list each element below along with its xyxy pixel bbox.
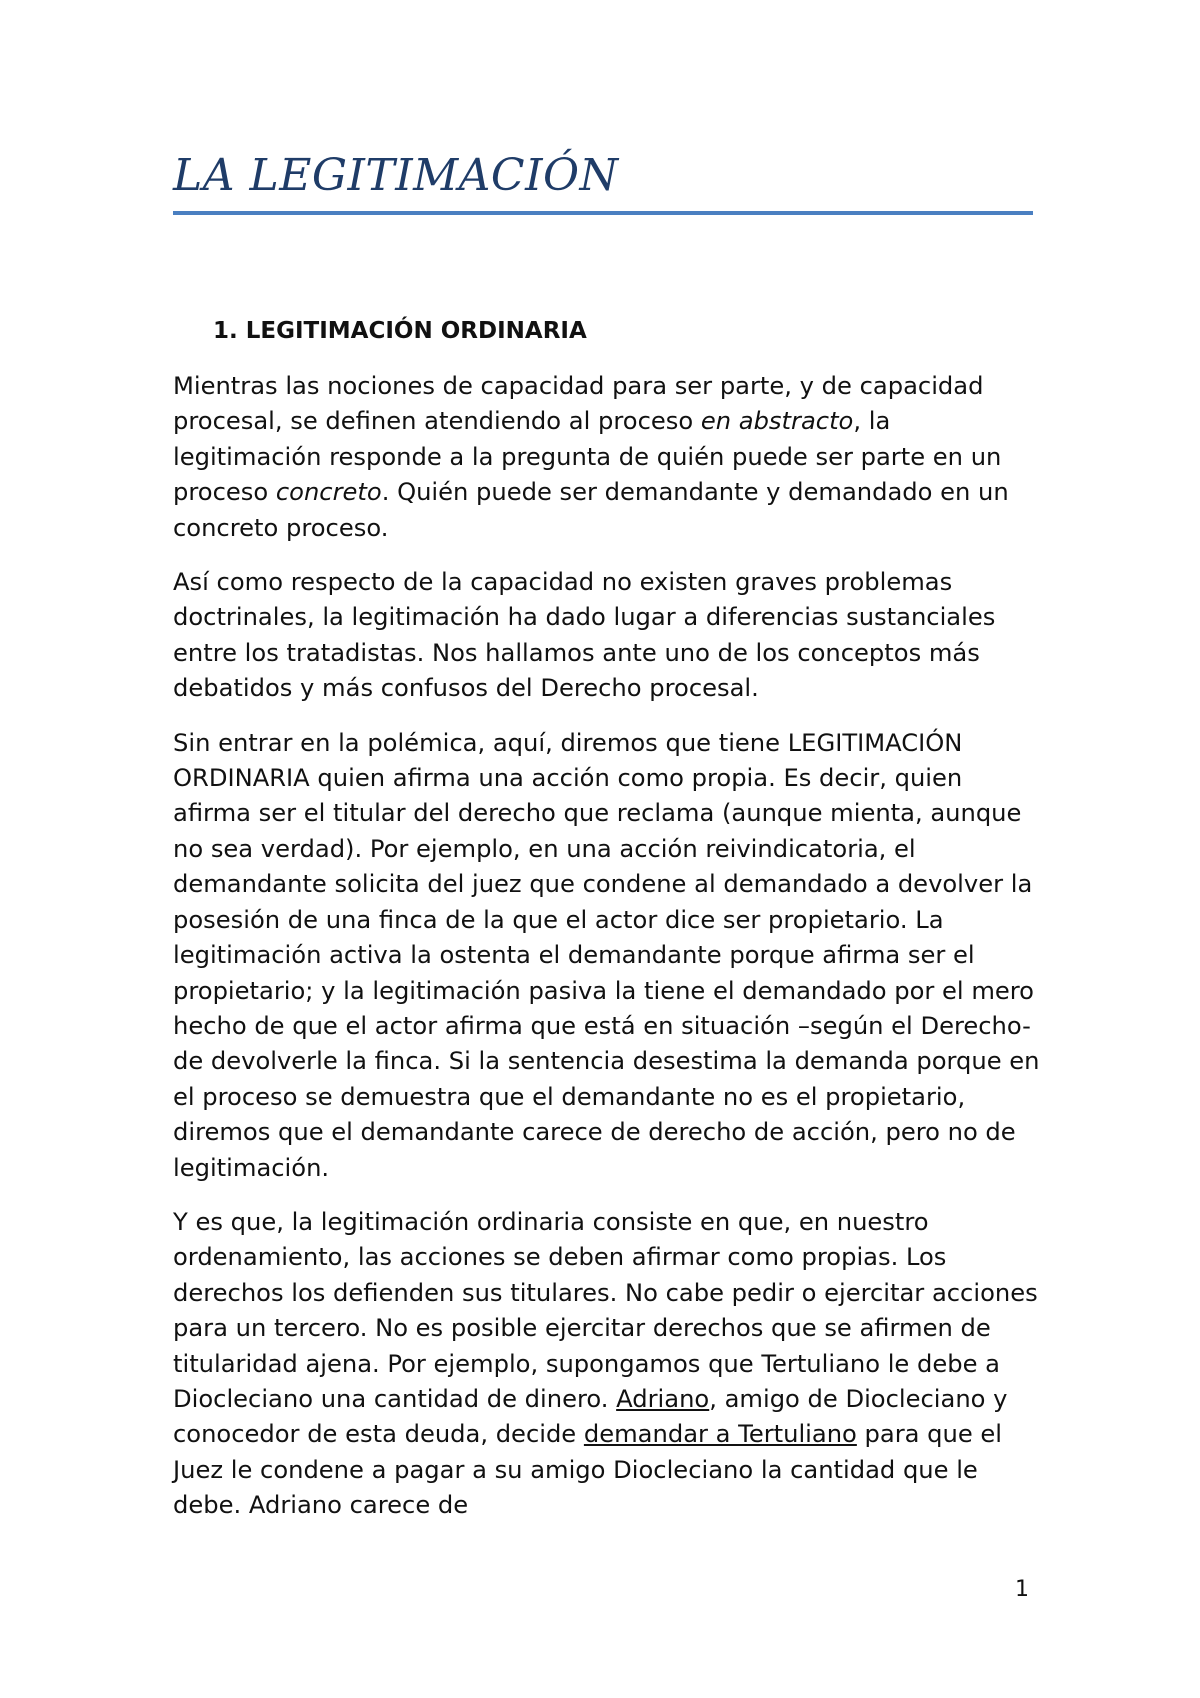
section-heading: 1. LEGITIMACIÓN ORDINARIA [213, 318, 587, 344]
paragraph-3: Sin entrar en la polémica, aquí, diremos que tiene LEGITIMACIÓN ORDINARIA quien afirma una acción como propia. Es decir, quien afirma ser el titular del derecho que reclama (aunque mienta, aunque no sea verdad). Por ejemplo, en una acción reivindicatoria, el demandante solicita del juez que condene al demandado a devolver la posesión de una finca de la que el actor dice ser propietario. La legitimación activa la ostenta el demandante porque afirma ser el propietario; y la legitimación pasiva la tiene el demandado por el mero hecho de que el actor afirma que está en situación –según el Derecho- de devolverle la finca. Si la sentencia desestima la demanda porque en el proceso se demuestra que el demandante no es el propietario, diremos que el demandante carece de derecho de acción, pero no de legitimación. [173, 728, 1040, 1182]
paragraph-1-text-c: , la legitimación responde a la pregunta de quién puede ser parte en un proceso [173, 407, 1002, 507]
paragraph-1-text-e: . Quién puede ser demandante y demandado en un concreto proceso. [173, 478, 1009, 542]
title-underline-rule [173, 211, 1033, 215]
paragraph-4 [173, 1205, 1041, 1524]
paragraph-4-underlined-demandar: demandar a Tertuliano [583, 1420, 857, 1449]
paragraph-4-text-c: , amigo de Diocleciano y conocedor de esta deuda, decide [173, 1384, 1008, 1449]
paragraph-2: Así como respecto de la capacidad no existen graves problemas doctrinales, la legitimación ha dado lugar a diferencias sustanciales entre los tratadistas. Nos hallamos ante uno de los conceptos más debatidos y más confusos del Derecho procesal. [173, 568, 996, 703]
paragraph-4-text-a: Y es que, la legitimación ordinaria consiste en que, en nuestro ordenamiento, las acciones se deben afirmar como propias. Los derechos los defienden sus titulares. No cabe pedir o ejercitar acciones para un tercero. No es posible ejercitar derechos que se afirmen de titularidad ajena. Por ejemplo, supongamos que Tertuliano le debe a Diocleciano una cantidad de dinero. [173, 1207, 1038, 1413]
page-number: 1 [1015, 1577, 1029, 1602]
document-title: LA LEGITIMACIÓN [173, 150, 619, 201]
paragraph-1-italic-abstracto: en abstracto [700, 407, 854, 436]
paragraph-1 [173, 369, 1041, 546]
paragraph-1-italic-concreto: concreto [275, 478, 382, 507]
paragraph-4-text-e: para que el Juez le condene a pagar a su amigo Diocleciano la cantidad que le debe. Adriano carece de [173, 1420, 1003, 1520]
paragraph-4-underlined-adriano: Adriano [616, 1384, 710, 1413]
body-text [173, 369, 1041, 1543]
paragraph-1-text-a: Mientras las nociones de capacidad para ser parte, y de capacidad procesal, se definen atendiendo al proceso [173, 372, 984, 436]
